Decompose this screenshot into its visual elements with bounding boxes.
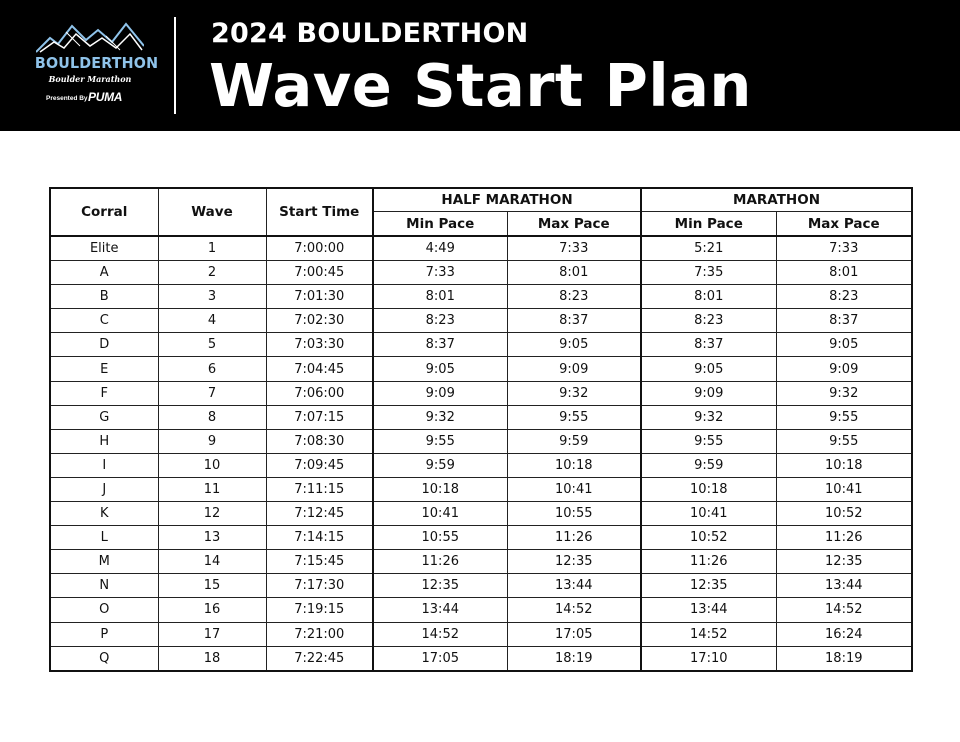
full-max-pace-cell: 10:41 <box>776 477 912 501</box>
full-max-pace-cell: 16:24 <box>776 622 912 646</box>
half-min-pace-cell: 9:59 <box>373 453 507 477</box>
full-max-pace-cell: 10:52 <box>776 502 912 526</box>
boulderthon-logo <box>30 20 159 115</box>
full-max-pace-cell: 9:55 <box>776 405 912 429</box>
start-time-cell: 7:14:15 <box>266 526 373 550</box>
half-max-pace-cell: 7:33 <box>507 236 641 261</box>
wave-cell: 6 <box>158 357 266 381</box>
corral-cell: A <box>50 261 158 285</box>
wave-cell: 11 <box>158 477 266 501</box>
half-min-pace-cell: 8:23 <box>373 309 507 333</box>
header-half-min-pace: Min Pace <box>373 212 507 237</box>
start-time-cell: 7:04:45 <box>266 357 373 381</box>
half-max-pace-cell: 11:26 <box>507 526 641 550</box>
start-time-cell: 7:06:00 <box>266 381 373 405</box>
half-min-pace-cell: 12:35 <box>373 574 507 598</box>
half-min-pace-cell: 14:52 <box>373 622 507 646</box>
full-min-pace-cell: 10:41 <box>641 502 776 526</box>
half-max-pace-cell: 8:23 <box>507 285 641 309</box>
full-min-pace-cell: 17:10 <box>641 646 776 671</box>
start-time-cell: 7:00:00 <box>266 236 373 261</box>
wave-cell: 5 <box>158 333 266 357</box>
wave-cell: 15 <box>158 574 266 598</box>
half-min-pace-cell: 9:32 <box>373 405 507 429</box>
half-max-pace-cell: 8:01 <box>507 261 641 285</box>
half-min-pace-cell: 4:49 <box>373 236 507 261</box>
half-min-pace-cell: 8:01 <box>373 285 507 309</box>
wave-cell: 17 <box>158 622 266 646</box>
corral-cell: J <box>50 477 158 501</box>
full-min-pace-cell: 9:55 <box>641 429 776 453</box>
full-min-pace-cell: 8:01 <box>641 285 776 309</box>
table-row <box>50 261 912 285</box>
mountain-icon <box>36 20 144 54</box>
corral-cell: M <box>50 550 158 574</box>
full-max-pace-cell: 10:18 <box>776 453 912 477</box>
corral-cell: G <box>50 405 158 429</box>
full-max-pace-cell: 11:26 <box>776 526 912 550</box>
table-row <box>50 333 912 357</box>
wave-cell: 9 <box>158 429 266 453</box>
corral-cell: C <box>50 309 158 333</box>
half-max-pace-cell: 14:52 <box>507 598 641 622</box>
table-row <box>50 622 912 646</box>
half-min-pace-cell: 9:05 <box>373 357 507 381</box>
full-max-pace-cell: 9:09 <box>776 357 912 381</box>
table-row <box>50 550 912 574</box>
corral-cell: L <box>50 526 158 550</box>
half-max-pace-cell: 9:05 <box>507 333 641 357</box>
full-min-pace-cell: 10:18 <box>641 477 776 501</box>
wave-cell: 10 <box>158 453 266 477</box>
wave-cell: 12 <box>158 502 266 526</box>
wave-cell: 14 <box>158 550 266 574</box>
header-wave: Wave <box>158 188 266 236</box>
table-row <box>50 526 912 550</box>
full-max-pace-cell: 9:55 <box>776 429 912 453</box>
half-max-pace-cell: 9:59 <box>507 429 641 453</box>
table-row <box>50 405 912 429</box>
header-full-max-pace: Max Pace <box>776 212 912 237</box>
table-body <box>50 236 912 671</box>
wave-cell: 18 <box>158 646 266 671</box>
start-time-cell: 7:01:30 <box>266 285 373 309</box>
full-min-pace-cell: 5:21 <box>641 236 776 261</box>
half-min-pace-cell: 10:41 <box>373 502 507 526</box>
table-row <box>50 646 912 671</box>
half-max-pace-cell: 9:09 <box>507 357 641 381</box>
half-max-pace-cell: 12:35 <box>507 550 641 574</box>
corral-cell: Q <box>50 646 158 671</box>
table-row <box>50 502 912 526</box>
full-max-pace-cell: 9:32 <box>776 381 912 405</box>
table-row <box>50 381 912 405</box>
corral-cell: E <box>50 357 158 381</box>
header-banner <box>0 0 960 131</box>
full-min-pace-cell: 8:23 <box>641 309 776 333</box>
table-row <box>50 477 912 501</box>
full-min-pace-cell: 9:05 <box>641 357 776 381</box>
start-time-cell: 7:21:00 <box>266 622 373 646</box>
half-min-pace-cell: 11:26 <box>373 550 507 574</box>
half-max-pace-cell: 9:32 <box>507 381 641 405</box>
header-full-min-pace: Min Pace <box>641 212 776 237</box>
half-max-pace-cell: 10:55 <box>507 502 641 526</box>
corral-cell: B <box>50 285 158 309</box>
header-half-marathon: HALF MARATHON <box>373 188 641 212</box>
logo-subtitle: Boulder Marathon <box>48 74 132 84</box>
full-min-pace-cell: 11:26 <box>641 550 776 574</box>
full-max-pace-cell: 7:33 <box>776 236 912 261</box>
start-time-cell: 7:22:45 <box>266 646 373 671</box>
logo-presented-by: Presented By <box>46 95 88 102</box>
wave-cell: 8 <box>158 405 266 429</box>
half-min-pace-cell: 8:37 <box>373 333 507 357</box>
corral-cell: Elite <box>50 236 158 261</box>
wave-cell: 3 <box>158 285 266 309</box>
full-max-pace-cell: 18:19 <box>776 646 912 671</box>
table-row <box>50 598 912 622</box>
start-time-cell: 7:17:30 <box>266 574 373 598</box>
start-time-cell: 7:02:30 <box>266 309 373 333</box>
half-max-pace-cell: 10:18 <box>507 453 641 477</box>
corral-cell: K <box>50 502 158 526</box>
half-max-pace-cell: 10:41 <box>507 477 641 501</box>
table-row <box>50 309 912 333</box>
full-max-pace-cell: 8:37 <box>776 309 912 333</box>
table-row <box>50 453 912 477</box>
header-divider <box>174 17 176 114</box>
full-min-pace-cell: 9:59 <box>641 453 776 477</box>
corral-cell: P <box>50 622 158 646</box>
table-row <box>50 236 912 261</box>
half-min-pace-cell: 13:44 <box>373 598 507 622</box>
full-min-pace-cell: 14:52 <box>641 622 776 646</box>
table-row <box>50 285 912 309</box>
start-time-cell: 7:00:45 <box>266 261 373 285</box>
wave-cell: 1 <box>158 236 266 261</box>
header-start-time: Start Time <box>266 188 373 236</box>
header-corral: Corral <box>50 188 158 236</box>
table-row <box>50 357 912 381</box>
half-max-pace-cell: 17:05 <box>507 622 641 646</box>
start-time-cell: 7:15:45 <box>266 550 373 574</box>
full-min-pace-cell: 12:35 <box>641 574 776 598</box>
corral-cell: I <box>50 453 158 477</box>
header-half-max-pace: Max Pace <box>507 212 641 237</box>
full-min-pace-cell: 7:35 <box>641 261 776 285</box>
corral-cell: O <box>50 598 158 622</box>
wave-cell: 16 <box>158 598 266 622</box>
wave-cell: 13 <box>158 526 266 550</box>
half-min-pace-cell: 9:55 <box>373 429 507 453</box>
full-min-pace-cell: 8:37 <box>641 333 776 357</box>
header-marathon: MARATHON <box>641 188 912 212</box>
full-max-pace-cell: 8:01 <box>776 261 912 285</box>
start-time-cell: 7:19:15 <box>266 598 373 622</box>
full-max-pace-cell: 12:35 <box>776 550 912 574</box>
full-min-pace-cell: 9:32 <box>641 405 776 429</box>
start-time-cell: 7:03:30 <box>266 333 373 357</box>
start-time-cell: 7:12:45 <box>266 502 373 526</box>
full-min-pace-cell: 9:09 <box>641 381 776 405</box>
start-time-cell: 7:08:30 <box>266 429 373 453</box>
full-min-pace-cell: 13:44 <box>641 598 776 622</box>
half-min-pace-cell: 17:05 <box>373 646 507 671</box>
corral-cell: H <box>50 429 158 453</box>
wave-cell: 7 <box>158 381 266 405</box>
half-min-pace-cell: 10:18 <box>373 477 507 501</box>
start-time-cell: 7:11:15 <box>266 477 373 501</box>
wave-start-table <box>49 187 913 672</box>
half-max-pace-cell: 18:19 <box>507 646 641 671</box>
logo-wordmark: BOULDERTHON <box>34 54 159 72</box>
table-row <box>50 429 912 453</box>
half-min-pace-cell: 7:33 <box>373 261 507 285</box>
wave-cell: 2 <box>158 261 266 285</box>
full-min-pace-cell: 10:52 <box>641 526 776 550</box>
start-time-cell: 7:09:45 <box>266 453 373 477</box>
half-min-pace-cell: 10:55 <box>373 526 507 550</box>
corral-cell: F <box>50 381 158 405</box>
corral-cell: D <box>50 333 158 357</box>
full-max-pace-cell: 13:44 <box>776 574 912 598</box>
wave-cell: 4 <box>158 309 266 333</box>
half-max-pace-cell: 13:44 <box>507 574 641 598</box>
page-supertitle: 2024 BOULDERTHON <box>211 18 529 49</box>
half-min-pace-cell: 9:09 <box>373 381 507 405</box>
corral-cell: N <box>50 574 158 598</box>
start-time-cell: 7:07:15 <box>266 405 373 429</box>
full-max-pace-cell: 14:52 <box>776 598 912 622</box>
half-max-pace-cell: 9:55 <box>507 405 641 429</box>
sponsor-logo: PUMA <box>88 90 123 104</box>
table-row <box>50 574 912 598</box>
full-max-pace-cell: 9:05 <box>776 333 912 357</box>
half-max-pace-cell: 8:37 <box>507 309 641 333</box>
page-title: Wave Start Plan <box>209 51 752 120</box>
full-max-pace-cell: 8:23 <box>776 285 912 309</box>
